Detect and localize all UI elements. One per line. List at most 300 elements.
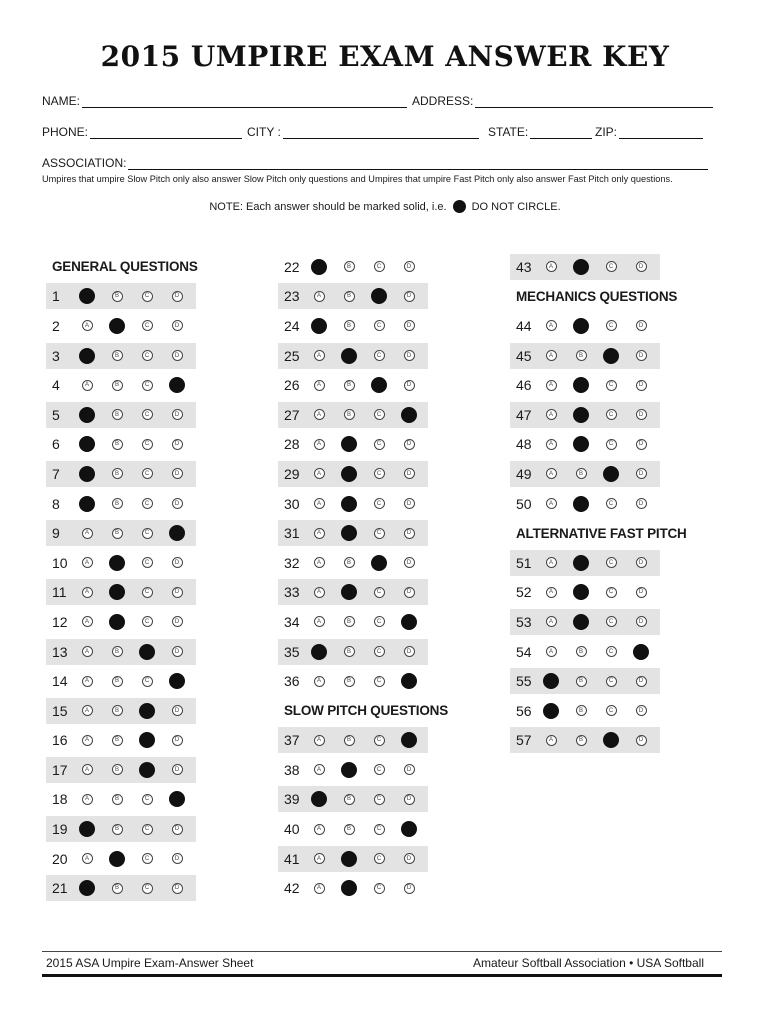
answer-bubble[interactable]: A	[546, 380, 557, 391]
answer-bubble[interactable]: B	[112, 350, 123, 361]
answer-bubble[interactable]: B	[344, 735, 355, 746]
answer-bubble[interactable]: C	[142, 350, 153, 361]
answer-bubble[interactable]: B	[576, 735, 587, 746]
question-row	[46, 518, 196, 548]
question-row	[46, 726, 196, 756]
answer-bubble[interactable]: D	[172, 320, 183, 331]
filled-answer-bubble[interactable]	[401, 821, 417, 837]
city-line[interactable]	[283, 127, 479, 139]
question-number: 45	[516, 347, 532, 364]
filled-answer-bubble[interactable]	[139, 644, 155, 660]
answer-bubble[interactable]: C	[374, 320, 385, 331]
answer-bubble[interactable]: D	[172, 291, 183, 302]
answer-bubble[interactable]: D	[404, 794, 415, 805]
answer-bubble[interactable]: B	[112, 883, 123, 894]
answer-bubble[interactable]: A	[314, 498, 325, 509]
filled-answer-bubble[interactable]	[341, 880, 357, 896]
answer-bubble[interactable]: D	[172, 764, 183, 775]
answer-bubble[interactable]: B	[576, 646, 587, 657]
answer-bubble[interactable]: D	[404, 439, 415, 450]
answer-bubble[interactable]: C	[606, 439, 617, 450]
question-number: 18	[52, 791, 68, 808]
answer-bubble[interactable]: D	[636, 468, 647, 479]
answer-bubble[interactable]: D	[404, 646, 415, 657]
answer-bubble[interactable]: A	[314, 883, 325, 894]
filled-answer-bubble[interactable]	[573, 318, 589, 334]
answer-bubble[interactable]: C	[142, 439, 153, 450]
answer-bubble[interactable]: D	[404, 883, 415, 894]
answer-bubble[interactable]: A	[314, 853, 325, 864]
filled-answer-bubble[interactable]	[109, 555, 125, 571]
answer-bubble[interactable]: C	[374, 498, 385, 509]
answer-bubble[interactable]: D	[636, 409, 647, 420]
question-row	[46, 844, 196, 874]
answer-bubble[interactable]: A	[314, 735, 325, 746]
filled-answer-bubble[interactable]	[79, 880, 95, 896]
answer-bubble[interactable]: D	[404, 261, 415, 272]
answer-bubble[interactable]: A	[546, 735, 557, 746]
question-number: 23	[284, 288, 300, 305]
answer-bubble[interactable]: A	[82, 320, 93, 331]
filled-answer-bubble[interactable]	[139, 732, 155, 748]
question-number: 44	[516, 317, 532, 334]
question-row	[278, 370, 428, 400]
city-field[interactable]	[247, 125, 479, 139]
question-row	[278, 518, 428, 548]
filled-answer-bubble[interactable]	[633, 644, 649, 660]
answer-bubble[interactable]: C	[606, 380, 617, 391]
question-row	[510, 696, 660, 726]
question-number: 24	[284, 317, 300, 334]
answer-bubble[interactable]: A	[314, 291, 325, 302]
answer-bubble[interactable]: D	[172, 883, 183, 894]
answer-bubble[interactable]: A	[314, 439, 325, 450]
answer-bubble[interactable]: B	[112, 735, 123, 746]
answer-bubble[interactable]: D	[172, 646, 183, 657]
filled-answer-bubble[interactable]	[79, 348, 95, 364]
answer-bubble[interactable]: D	[172, 350, 183, 361]
answer-bubble[interactable]: D	[636, 557, 647, 568]
answer-bubble[interactable]: C	[374, 528, 385, 539]
answer-bubble[interactable]: B	[112, 498, 123, 509]
answer-bubble[interactable]: A	[82, 380, 93, 391]
answer-bubble[interactable]: B	[344, 794, 355, 805]
footer-divider	[42, 951, 722, 952]
answer-bubble[interactable]: C	[142, 380, 153, 391]
answer-bubble[interactable]: B	[344, 616, 355, 627]
answer-bubble[interactable]: D	[172, 735, 183, 746]
question-number: 28	[284, 436, 300, 453]
question-number: 10	[52, 554, 68, 571]
question-row	[278, 489, 428, 519]
answer-bubble[interactable]: A	[314, 824, 325, 835]
question-row	[278, 666, 428, 696]
answer-bubble[interactable]: A	[546, 616, 557, 627]
filled-answer-bubble[interactable]	[543, 673, 559, 689]
answer-bubble[interactable]: C	[606, 261, 617, 272]
answer-bubble[interactable]: A	[82, 764, 93, 775]
answer-bubble[interactable]: B	[112, 705, 123, 716]
answer-bubble[interactable]: B	[112, 824, 123, 835]
filled-answer-bubble[interactable]	[341, 496, 357, 512]
answer-bubble[interactable]: A	[82, 794, 93, 805]
filled-answer-bubble[interactable]	[573, 614, 589, 630]
answer-bubble[interactable]: C	[374, 794, 385, 805]
answer-bubble[interactable]: C	[142, 468, 153, 479]
answer-bubble[interactable]: B	[344, 320, 355, 331]
filled-answer-bubble[interactable]	[311, 644, 327, 660]
answer-bubble[interactable]: D	[172, 587, 183, 598]
state-line[interactable]	[530, 127, 592, 139]
answer-bubble[interactable]: B	[112, 676, 123, 687]
answer-bubble[interactable]: A	[314, 380, 325, 391]
section-heading: ALTERNATIVE FAST PITCH	[516, 525, 687, 541]
question-row	[278, 785, 428, 815]
answer-bubble[interactable]: C	[374, 587, 385, 598]
filled-answer-bubble[interactable]	[79, 288, 95, 304]
answer-bubble[interactable]: B	[112, 646, 123, 657]
filled-answer-bubble[interactable]	[341, 525, 357, 541]
answer-bubble[interactable]: B	[344, 824, 355, 835]
phone-field[interactable]	[42, 125, 242, 139]
address-line[interactable]	[475, 96, 713, 108]
answer-bubble[interactable]: A	[314, 764, 325, 775]
question-number: 53	[516, 613, 532, 630]
filled-answer-bubble[interactable]	[311, 318, 327, 334]
answer-bubble[interactable]: B	[576, 676, 587, 687]
filled-answer-bubble[interactable]	[603, 732, 619, 748]
answer-bubble[interactable]: A	[546, 498, 557, 509]
footer-left-text: 2015 ASA Umpire Exam-Answer Sheet	[46, 956, 254, 970]
filled-answer-bubble[interactable]	[371, 288, 387, 304]
answer-bubble[interactable]: D	[172, 498, 183, 509]
answer-bubble[interactable]: D	[404, 498, 415, 509]
answer-bubble[interactable]: D	[172, 853, 183, 864]
name-field[interactable]	[42, 94, 407, 108]
association-line[interactable]	[128, 158, 708, 170]
footer-right-text: Amateur Softball Association • USA Softball	[473, 956, 704, 970]
answer-bubble[interactable]: B	[344, 557, 355, 568]
answer-bubble[interactable]: C	[606, 498, 617, 509]
answer-bubble[interactable]: A	[82, 705, 93, 716]
answer-bubble[interactable]: C	[606, 320, 617, 331]
answer-bubble[interactable]: D	[636, 439, 647, 450]
answer-bubble[interactable]: A	[546, 350, 557, 361]
filled-answer-bubble[interactable]	[169, 673, 185, 689]
answer-bubble[interactable]: B	[344, 261, 355, 272]
answer-bubble[interactable]: D	[636, 498, 647, 509]
answer-bubble[interactable]: C	[374, 616, 385, 627]
answer-bubble[interactable]: A	[314, 468, 325, 479]
answer-bubble[interactable]: D	[172, 409, 183, 420]
answer-bubble[interactable]: C	[142, 616, 153, 627]
footer-rule	[42, 974, 722, 977]
filled-answer-bubble[interactable]	[573, 555, 589, 571]
filled-answer-bubble[interactable]	[401, 614, 417, 630]
section-heading: SLOW PITCH QUESTIONS	[284, 703, 449, 719]
question-row	[46, 755, 196, 785]
answer-bubble[interactable]: C	[374, 468, 385, 479]
answer-bubble[interactable]: B	[112, 291, 123, 302]
answer-bubble[interactable]: A	[546, 587, 557, 598]
phone-label: PHONE:	[42, 125, 89, 139]
answer-bubble[interactable]: A	[82, 528, 93, 539]
answer-bubble[interactable]: B	[112, 380, 123, 391]
filled-answer-bubble[interactable]	[341, 584, 357, 600]
answer-bubble[interactable]: A	[314, 409, 325, 420]
answer-bubble[interactable]: C	[142, 557, 153, 568]
answer-bubble[interactable]: C	[374, 261, 385, 272]
answer-bubble[interactable]: C	[374, 853, 385, 864]
answer-bubble[interactable]: A	[82, 676, 93, 687]
answer-bubble[interactable]: A	[546, 320, 557, 331]
filled-answer-bubble[interactable]	[573, 584, 589, 600]
question-row	[46, 637, 196, 667]
answer-bubble[interactable]: A	[546, 557, 557, 568]
question-row	[46, 459, 196, 489]
answer-bubble[interactable]: B	[344, 676, 355, 687]
answer-bubble[interactable]: A	[82, 735, 93, 746]
answer-bubble[interactable]: D	[172, 557, 183, 568]
answer-bubble[interactable]: D	[636, 261, 647, 272]
question-row	[510, 341, 660, 371]
filled-answer-bubble[interactable]	[169, 377, 185, 393]
filled-answer-bubble[interactable]	[341, 762, 357, 778]
question-number: 52	[516, 584, 532, 601]
answer-column-3	[510, 252, 687, 755]
question-number: 54	[516, 643, 532, 660]
filled-answer-bubble[interactable]	[79, 466, 95, 482]
question-row	[46, 430, 196, 460]
answer-bubble[interactable]: A	[82, 646, 93, 657]
question-row	[510, 578, 660, 608]
answer-bubble[interactable]: A	[314, 528, 325, 539]
answer-bubble[interactable]: B	[344, 409, 355, 420]
filled-answer-bubble[interactable]	[109, 614, 125, 630]
question-number: 20	[52, 850, 68, 867]
answer-bubble[interactable]: A	[82, 616, 93, 627]
answer-bubble[interactable]: C	[606, 616, 617, 627]
address-field[interactable]	[412, 94, 713, 108]
question-row	[46, 311, 196, 341]
answer-bubble[interactable]: A	[314, 616, 325, 627]
answer-bubble[interactable]: C	[374, 824, 385, 835]
question-number: 21	[52, 880, 68, 897]
question-row	[510, 726, 660, 756]
filled-answer-bubble[interactable]	[109, 318, 125, 334]
filled-answer-bubble[interactable]	[139, 762, 155, 778]
question-row	[510, 607, 660, 637]
answer-bubble[interactable]: D	[404, 468, 415, 479]
answer-bubble[interactable]: C	[374, 439, 385, 450]
answer-bubble[interactable]: C	[374, 350, 385, 361]
filled-answer-bubble[interactable]	[401, 732, 417, 748]
answer-bubble[interactable]: C	[374, 883, 385, 894]
answer-bubble[interactable]: A	[546, 409, 557, 420]
answer-bubble[interactable]: D	[404, 320, 415, 331]
answer-bubble[interactable]: B	[344, 646, 355, 657]
answer-bubble[interactable]: B	[576, 705, 587, 716]
filled-answer-bubble[interactable]	[169, 525, 185, 541]
answer-bubble[interactable]: A	[82, 853, 93, 864]
filled-answer-bubble[interactable]	[109, 584, 125, 600]
answer-bubble[interactable]: C	[606, 676, 617, 687]
answer-bubble[interactable]: D	[172, 468, 183, 479]
answer-bubble[interactable]: B	[576, 468, 587, 479]
answer-bubble[interactable]: D	[636, 320, 647, 331]
question-number: 56	[516, 702, 532, 719]
answer-bubble[interactable]: A	[546, 646, 557, 657]
question-row	[510, 666, 660, 696]
answer-bubble[interactable]: D	[636, 616, 647, 627]
question-number: 16	[52, 732, 68, 749]
association-field[interactable]	[42, 156, 708, 170]
phone-line[interactable]	[90, 127, 242, 139]
filled-answer-bubble[interactable]	[401, 407, 417, 423]
question-row	[278, 282, 428, 312]
filled-answer-bubble[interactable]	[371, 377, 387, 393]
answer-bubble[interactable]: C	[142, 587, 153, 598]
answer-bubble[interactable]: C	[142, 824, 153, 835]
answer-bubble[interactable]: C	[606, 646, 617, 657]
answer-bubble[interactable]: D	[404, 380, 415, 391]
answer-bubble[interactable]: B	[344, 291, 355, 302]
answer-bubble[interactable]: C	[142, 528, 153, 539]
filled-answer-bubble[interactable]	[139, 703, 155, 719]
answer-bubble[interactable]: D	[404, 764, 415, 775]
question-number: 43	[516, 258, 532, 275]
filled-answer-bubble[interactable]	[573, 377, 589, 393]
answer-bubble[interactable]: C	[142, 853, 153, 864]
filled-answer-bubble[interactable]	[341, 851, 357, 867]
answer-bubble[interactable]: D	[172, 705, 183, 716]
answer-bubble[interactable]: D	[404, 557, 415, 568]
answer-bubble[interactable]: D	[636, 676, 647, 687]
filled-answer-bubble[interactable]	[573, 259, 589, 275]
filled-answer-bubble[interactable]	[371, 555, 387, 571]
question-row	[46, 282, 196, 312]
answer-bubble[interactable]: D	[172, 824, 183, 835]
answer-bubble[interactable]: B	[344, 380, 355, 391]
question-number: 5	[52, 406, 60, 423]
zip-field[interactable]	[595, 125, 703, 139]
filled-answer-bubble[interactable]	[341, 436, 357, 452]
question-row	[510, 459, 660, 489]
filled-answer-bubble[interactable]	[109, 851, 125, 867]
filled-answer-bubble[interactable]	[341, 348, 357, 364]
question-row	[510, 311, 660, 341]
answer-bubble[interactable]: D	[636, 587, 647, 598]
question-row	[278, 400, 428, 430]
answer-bubble[interactable]: D	[636, 735, 647, 746]
answer-bubble[interactable]: A	[82, 587, 93, 598]
answer-bubble[interactable]: C	[374, 646, 385, 657]
answer-bubble[interactable]: B	[112, 468, 123, 479]
filled-answer-bubble[interactable]	[79, 407, 95, 423]
answer-bubble[interactable]: B	[112, 409, 123, 420]
answer-bubble[interactable]: C	[374, 676, 385, 687]
answer-bubble[interactable]: C	[142, 883, 153, 894]
answer-bubble[interactable]: B	[112, 764, 123, 775]
answer-bubble[interactable]: B	[576, 350, 587, 361]
answer-bubble[interactable]: A	[314, 587, 325, 598]
filled-answer-bubble[interactable]	[573, 407, 589, 423]
filled-answer-bubble[interactable]	[79, 436, 95, 452]
question-row	[278, 814, 428, 844]
question-number: 42	[284, 880, 300, 897]
filled-answer-bubble[interactable]	[573, 436, 589, 452]
name-line[interactable]	[82, 96, 407, 108]
filled-answer-bubble[interactable]	[401, 673, 417, 689]
answer-bubble[interactable]: C	[374, 764, 385, 775]
answer-bubble[interactable]: C	[374, 735, 385, 746]
answer-bubble[interactable]: B	[112, 794, 123, 805]
filled-answer-bubble[interactable]	[573, 496, 589, 512]
answer-bubble[interactable]: C	[606, 557, 617, 568]
answer-bubble[interactable]: A	[546, 439, 557, 450]
question-number: 25	[284, 347, 300, 364]
answer-bubble[interactable]: C	[142, 794, 153, 805]
filled-answer-bubble[interactable]	[169, 791, 185, 807]
answer-bubble[interactable]: D	[404, 853, 415, 864]
question-number: 32	[284, 554, 300, 571]
answer-bubble[interactable]: D	[404, 350, 415, 361]
filled-answer-bubble[interactable]	[603, 466, 619, 482]
answer-bubble[interactable]: B	[112, 528, 123, 539]
answer-bubble[interactable]: A	[546, 261, 557, 272]
answer-bubble[interactable]: C	[142, 291, 153, 302]
filled-answer-bubble[interactable]	[311, 259, 327, 275]
answer-bubble[interactable]: C	[142, 676, 153, 687]
question-row	[510, 637, 660, 667]
filled-answer-bubble[interactable]	[79, 821, 95, 837]
answer-bubble[interactable]: A	[314, 350, 325, 361]
answer-bubble[interactable]: D	[172, 439, 183, 450]
answer-bubble[interactable]: C	[142, 498, 153, 509]
answer-bubble[interactable]: B	[112, 439, 123, 450]
answer-bubble[interactable]: C	[142, 409, 153, 420]
answer-bubble[interactable]: D	[636, 705, 647, 716]
zip-line[interactable]	[619, 127, 703, 139]
answer-bubble[interactable]: D	[636, 380, 647, 391]
filled-answer-bubble[interactable]	[603, 348, 619, 364]
answer-bubble[interactable]: A	[546, 468, 557, 479]
question-row	[510, 548, 660, 578]
state-field[interactable]	[488, 125, 592, 139]
answer-bubble[interactable]: A	[314, 676, 325, 687]
answer-bubble[interactable]: A	[82, 557, 93, 568]
question-number: 57	[516, 732, 532, 749]
answer-bubble[interactable]: C	[142, 320, 153, 331]
question-number: 41	[284, 850, 300, 867]
answer-bubble[interactable]: C	[606, 587, 617, 598]
filled-answer-bubble[interactable]	[79, 496, 95, 512]
answer-bubble[interactable]: A	[314, 557, 325, 568]
filled-answer-bubble[interactable]	[543, 703, 559, 719]
filled-answer-bubble[interactable]	[311, 791, 327, 807]
question-number: 8	[52, 495, 60, 512]
answer-bubble[interactable]: C	[606, 705, 617, 716]
answer-bubble[interactable]: D	[404, 291, 415, 302]
filled-answer-bubble[interactable]	[341, 466, 357, 482]
answer-bubble[interactable]: D	[172, 616, 183, 627]
answer-bubble[interactable]: C	[606, 409, 617, 420]
answer-bubble[interactable]: C	[374, 409, 385, 420]
answer-bubble[interactable]: D	[404, 528, 415, 539]
question-row	[510, 430, 660, 460]
answer-bubble[interactable]: D	[636, 350, 647, 361]
answer-bubble[interactable]: D	[404, 587, 415, 598]
